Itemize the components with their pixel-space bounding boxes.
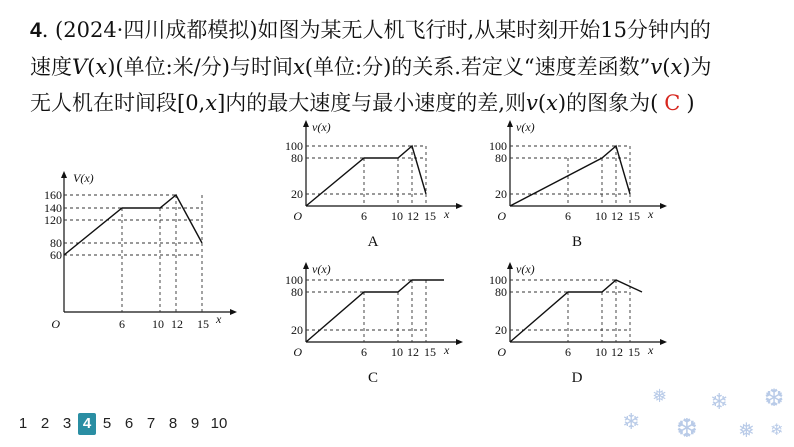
a-xtick-10: 10 (391, 209, 403, 223)
b-xtick-6: 6 (565, 209, 571, 223)
ytick-140: 140 (44, 201, 62, 215)
problem-line-3 (30, 85, 770, 121)
snowflake-icon: ❆ (676, 414, 698, 444)
d-xlabel: x (648, 343, 654, 357)
b-caption[interactable]: B (571, 234, 583, 250)
snowflake-icon: ❅ (738, 418, 755, 442)
ytick-60: 60 (50, 248, 62, 262)
problem-line-1 (30, 12, 770, 49)
snowflake-decoration (614, 372, 794, 447)
d-ytick-80: 80 (495, 285, 507, 299)
c-origin: O (293, 345, 302, 359)
t3b: ]内的最大速度与最小速度的差,则 (217, 91, 526, 115)
c-ylabel: v(x) (312, 262, 331, 276)
xtick-10: 10 (152, 317, 164, 331)
page-navigation (12, 410, 232, 438)
c-caption[interactable]: C (367, 370, 379, 386)
main-origin: O (51, 317, 60, 331)
d-origin: O (497, 345, 506, 359)
c-ytick-80: 80 (291, 285, 303, 299)
problem-number: 4 (30, 19, 42, 42)
snowflake-icon: ❅ (652, 386, 668, 407)
t2b: ( (87, 55, 96, 79)
page-link-9[interactable]: 9 (190, 415, 200, 432)
var-x5: x (546, 91, 558, 115)
b-ylabel: v(x) (516, 120, 535, 134)
main-x-arrow (230, 309, 237, 315)
t3c: ( (537, 91, 547, 115)
b-ytick-80: 80 (495, 151, 507, 165)
var-V: V (72, 55, 88, 79)
a-caption[interactable]: A (367, 234, 379, 250)
page-link-8[interactable]: 8 (168, 415, 178, 432)
c-y-arrow (303, 262, 309, 269)
b-origin: O (497, 209, 506, 223)
b-xtick-10: 10 (595, 209, 607, 223)
b-xlabel: x (648, 207, 654, 221)
snowflake-icon: ❄ (622, 410, 641, 435)
c-xtick-15: 15 (424, 345, 436, 359)
d-x-arrow (660, 339, 667, 345)
b-curve (510, 146, 630, 206)
d-ylabel: v(x) (516, 262, 535, 276)
c-ytick-100: 100 (285, 273, 303, 287)
var-x1: x (95, 55, 108, 79)
c-xlabel: x (444, 343, 450, 357)
b-xtick-12: 12 (611, 209, 623, 223)
main-xlabel: x (216, 312, 222, 326)
page-link-6[interactable]: 6 (124, 415, 134, 432)
var-v: v (650, 55, 663, 79)
page-link-4-current[interactable]: 4 (78, 413, 96, 435)
a-xtick-6: 6 (361, 209, 367, 223)
a-xtick-15: 15 (424, 209, 436, 223)
snowflake-icon: ❆ (764, 384, 785, 412)
xtick-15: 15 (197, 317, 209, 331)
a-curve (306, 146, 426, 206)
d-xtick-6: 6 (565, 345, 571, 359)
option-a-graph (278, 118, 478, 258)
c-curve (306, 280, 444, 342)
c-xtick-6: 6 (361, 345, 367, 359)
a-xtick-12: 12 (407, 209, 419, 223)
a-ytick-20: 20 (291, 187, 303, 201)
answer-letter: C (664, 91, 681, 115)
xtick-12: 12 (171, 317, 183, 331)
d-y-arrow (507, 262, 513, 269)
page-link-3[interactable]: 3 (62, 415, 72, 432)
main-y-arrow (61, 171, 67, 178)
main-graph (40, 168, 240, 338)
b-ytick-20: 20 (495, 187, 507, 201)
t3d: )的图象为( (557, 91, 659, 115)
a-x-arrow (456, 203, 463, 209)
d-ytick-20: 20 (495, 323, 507, 337)
a-ylabel: v(x) (312, 120, 331, 134)
page-link-7[interactable]: 7 (146, 415, 156, 432)
b-xtick-15: 15 (628, 209, 640, 223)
b-ytick-100: 100 (489, 139, 507, 153)
t3e: ) (686, 91, 695, 115)
t2f: )为 (682, 55, 712, 79)
ytick-80: 80 (50, 236, 62, 250)
var-x2: x (292, 55, 305, 79)
snowflake-icon: ❄ (710, 390, 729, 415)
a-xlabel: x (444, 207, 450, 221)
d-caption[interactable]: D (571, 370, 583, 386)
d-xtick-12: 12 (611, 345, 623, 359)
d-xtick-15: 15 (628, 345, 640, 359)
ytick-160: 160 (44, 188, 62, 202)
d-curve (510, 280, 642, 342)
main-ylabel: V(x) (73, 171, 94, 185)
var-x3: x (670, 55, 683, 79)
page-link-5[interactable]: 5 (102, 415, 112, 432)
d-xtick-10: 10 (595, 345, 607, 359)
page-link-2[interactable]: 2 (40, 415, 50, 432)
a-origin: O (293, 209, 302, 223)
problem-line-2 (30, 49, 770, 85)
c-x-arrow (456, 339, 463, 345)
page-link-1[interactable]: 1 (18, 415, 28, 432)
a-ytick-80: 80 (291, 151, 303, 165)
b-y-arrow (507, 120, 513, 127)
problem-text (30, 12, 770, 121)
page-link-10[interactable]: 10 (210, 415, 228, 432)
a-y-arrow (303, 120, 309, 127)
c-xtick-10: 10 (391, 345, 403, 359)
option-b-graph (482, 118, 682, 258)
ytick-120: 120 (44, 213, 62, 227)
t2e: ( (662, 55, 671, 79)
main-curve (64, 195, 202, 255)
var-v2: v (525, 91, 538, 115)
t2c: )(单位:米/分)与时间 (107, 55, 293, 79)
option-c-graph (278, 260, 478, 400)
problem-line-1-text: . (2024·四川成都模拟)如图为某无人机飞行时,从某时刻开始15分钟内的 (41, 18, 711, 42)
t2d: (单位:分)的关系.若定义“速度差函数” (304, 55, 651, 79)
var-x4: x (205, 91, 218, 115)
a-ytick-100: 100 (285, 139, 303, 153)
t3a: 无人机在时间段[0, (30, 91, 206, 115)
c-xtick-12: 12 (407, 345, 419, 359)
snowflake-icon: ❄ (770, 420, 784, 439)
xtick-6: 6 (119, 317, 125, 331)
c-ytick-20: 20 (291, 323, 303, 337)
b-x-arrow (660, 203, 667, 209)
t2a: 速度 (30, 55, 72, 79)
d-ytick-100: 100 (489, 273, 507, 287)
